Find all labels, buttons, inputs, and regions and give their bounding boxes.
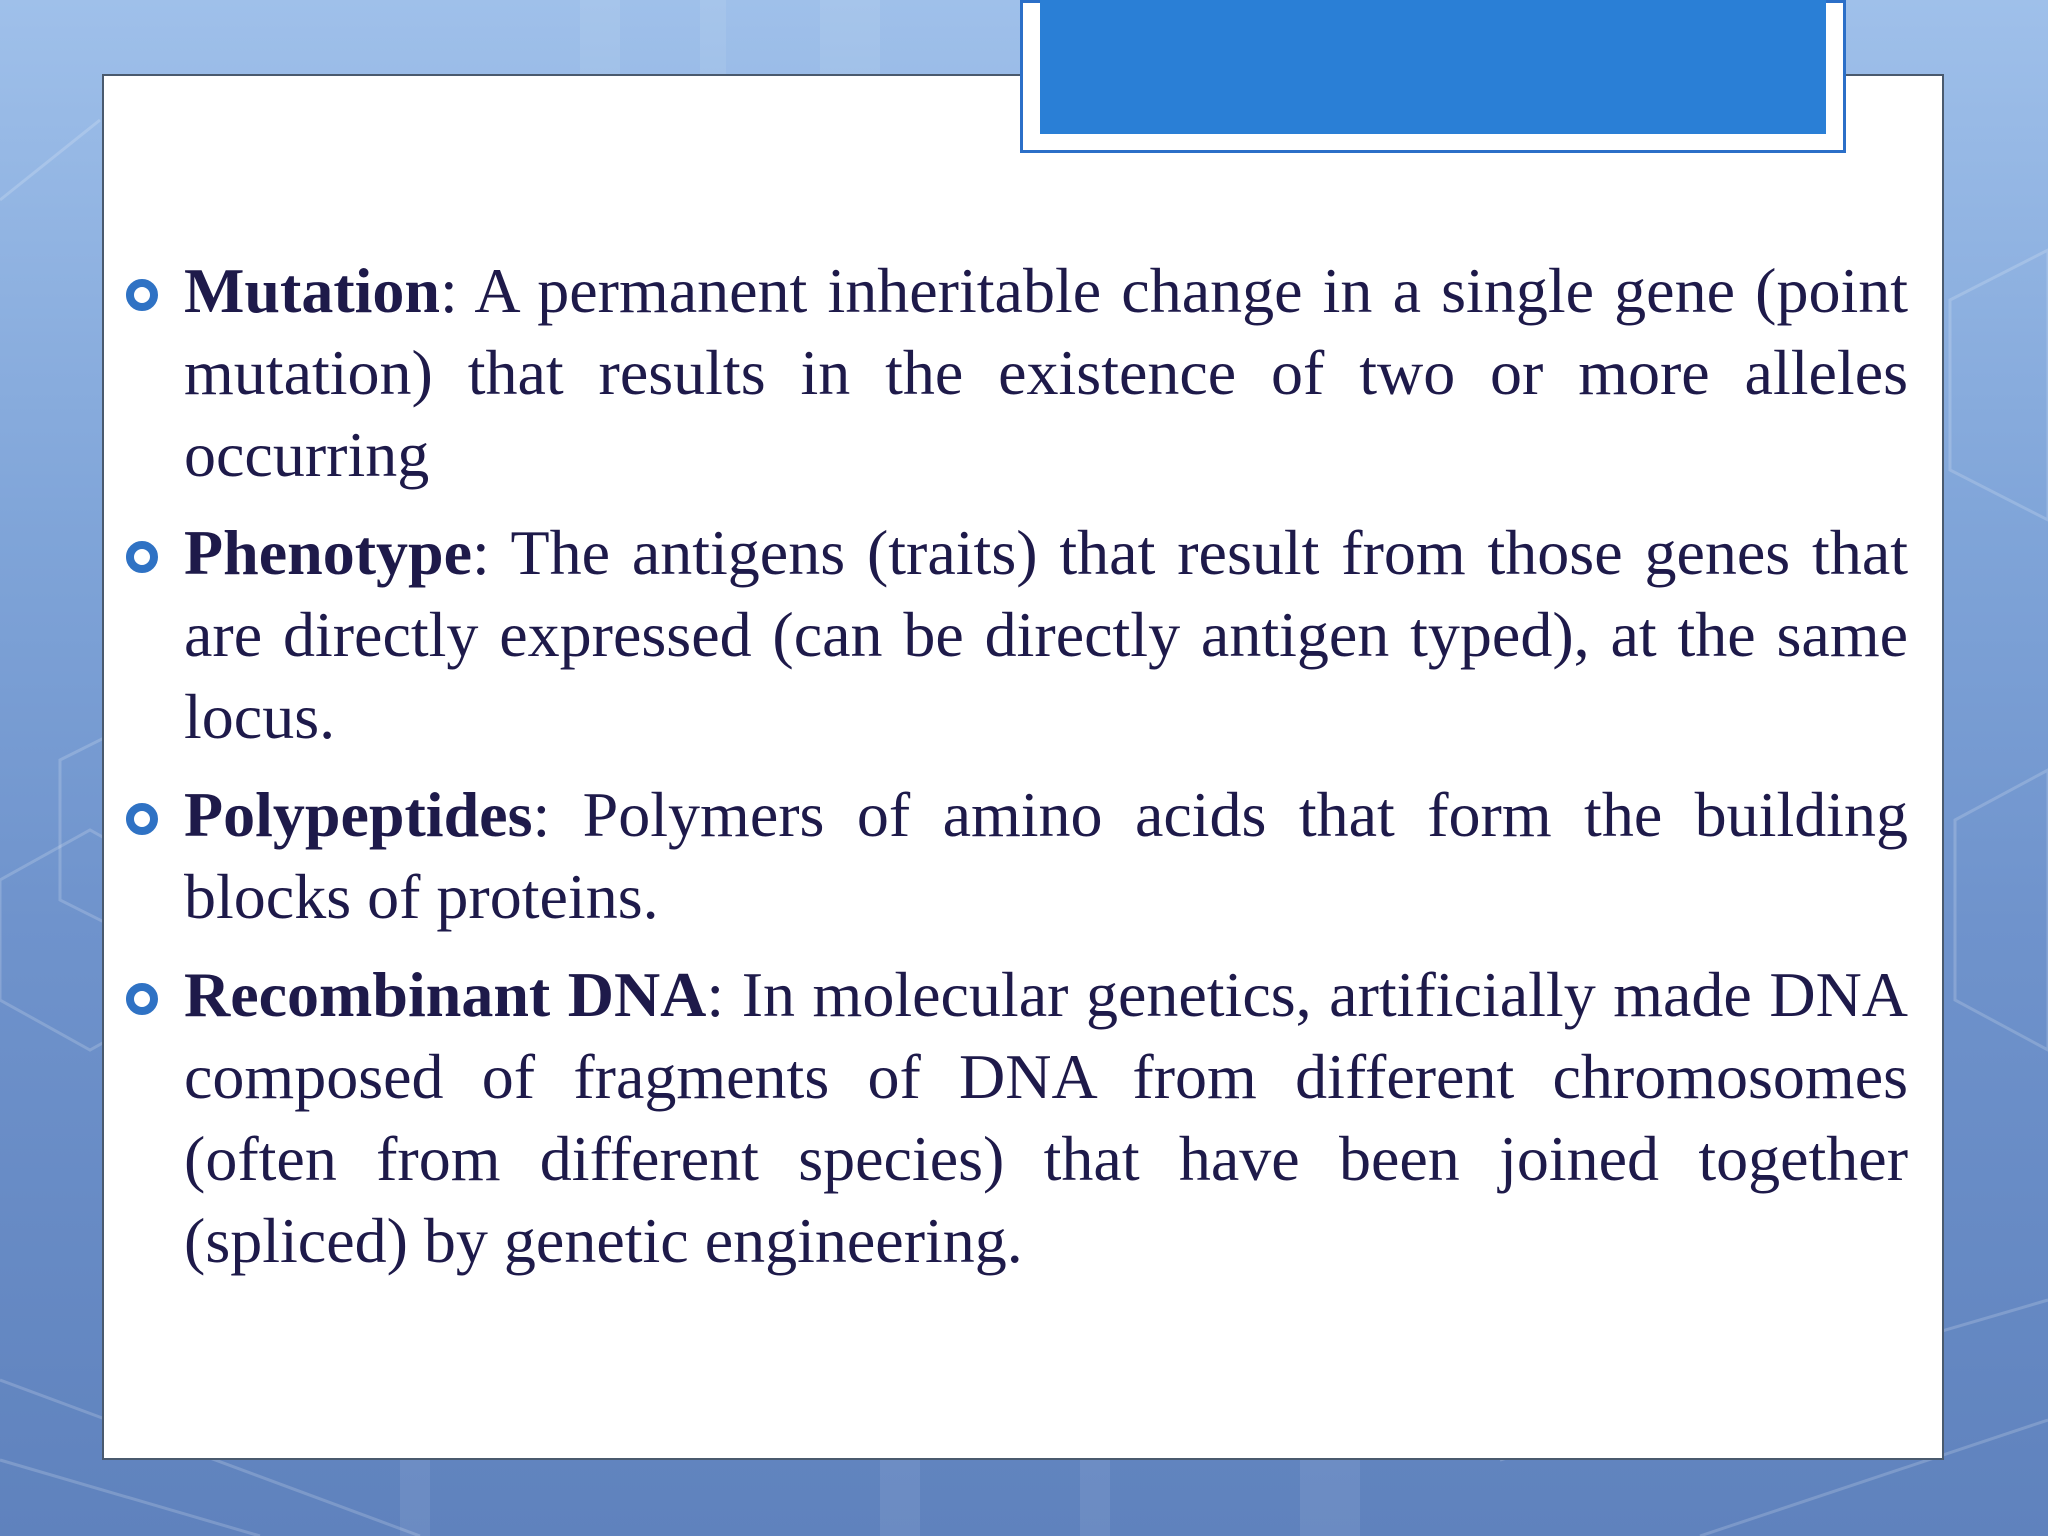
list-item-recombinant-dna [122, 954, 1908, 1282]
ring-bullet-icon [126, 983, 158, 1015]
ring-bullet-icon [126, 541, 158, 573]
term-label: Phenotype [184, 517, 472, 588]
term-definition: : The antigens (traits) that result from those genes that are directly expressed (can be directly antigen typed), at the same locus. [184, 517, 1908, 752]
list-item-phenotype [122, 512, 1908, 758]
term-definition: : Polymers of amino acids that form the building blocks of proteins. [184, 779, 1908, 932]
term-label: Polypeptides [184, 779, 533, 850]
term-label: Recombinant DNA [184, 959, 707, 1030]
ring-bullet-icon [126, 803, 158, 835]
title-tab [1040, 0, 1826, 134]
term-label: Mutation [184, 255, 440, 326]
list-item-polypeptides [122, 774, 1908, 938]
ring-bullet-icon [126, 279, 158, 311]
definition-list [122, 250, 1908, 1298]
term-definition: : A permanent inheritable change in a single gene (point mutation) that results in the existence of two or more alleles occurring [184, 255, 1908, 490]
term-definition: : In molecular genetics, artificially made DNA composed of fragments of DNA from different chromosomes (often from different species) that have been joined together (spliced) by genetic engineering. [184, 959, 1909, 1276]
list-item-mutation [122, 250, 1908, 496]
